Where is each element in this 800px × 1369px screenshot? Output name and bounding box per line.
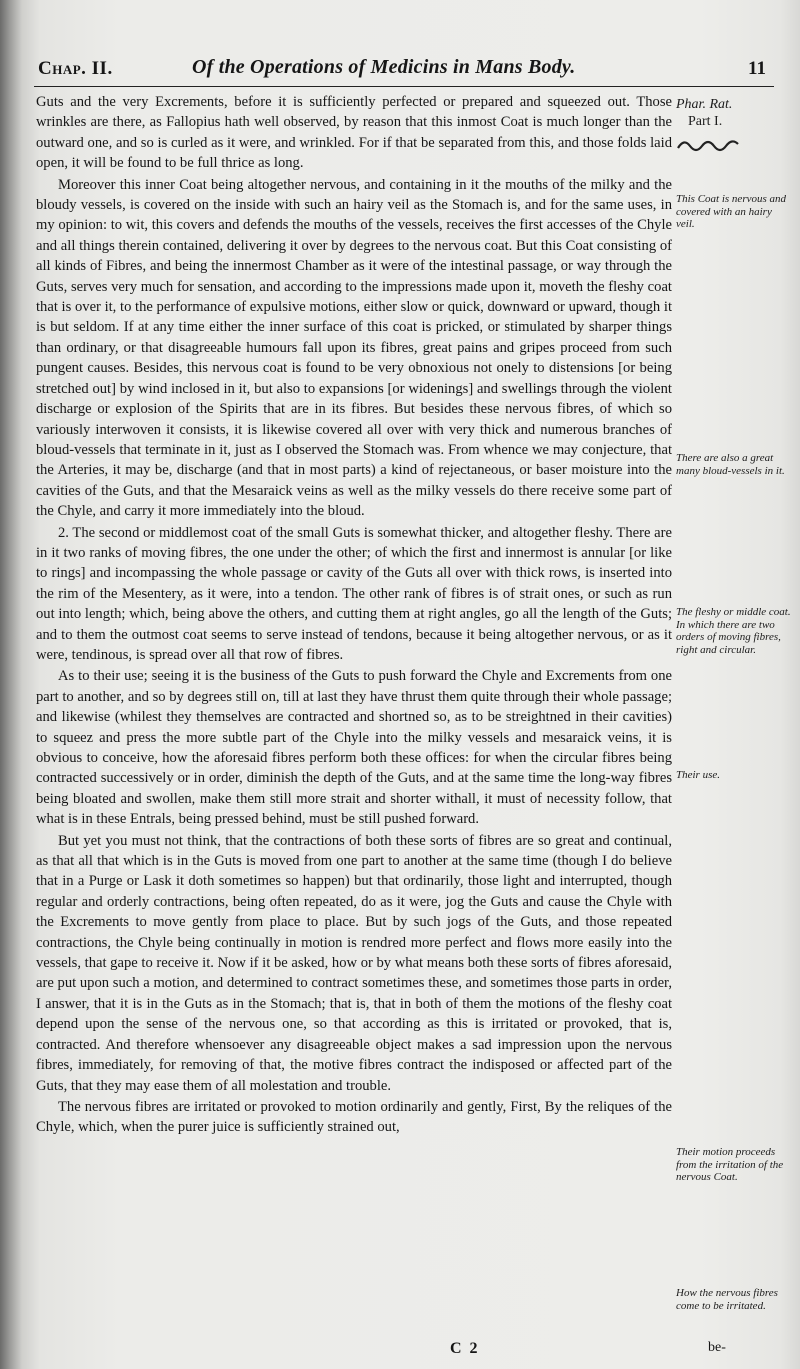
paragraph: But yet you must not think, that the contractions of both these sorts of fibres are so great and continual, as that all that which is in the Guts is moved from one part to another at the same time (though I do believe that in a Purge or Lask it doth sometimes so happen) but that ordinarily, those light and interrupted, though regular and orderly contractions, being often repeated, do as it were, jog the Guts and cause the Chyle with the Excrements to move gently from place to place. But by such jogs of the Guts, and those repeated contractions, the Chyle being continually in motion is rendred more perfect and flows more easily into the vessels, that gape to receive it. Now if it be asked, how or by what means both these sorts of fibres aforesaid, are put upon such a motion, and determined to contract sometimes these, and sometimes those parts in order, I answer, that it is in the Guts as in the Stomach; that is, that in both of them the motions of the fleshy coat depend upon the sense of the nervous one, so that according as this is irritated or provoked, that is, contracted. And therefore whensoever any disagreeable object makes a sad impression upon the nervous fibres, immediately, for removing of that, the motive fibres contract the indisposed or affected part of the Guts, that they may ease them of all molestation and trouble. bbox=[36, 832, 672, 1094]
margin-part-label: Part I. bbox=[688, 114, 723, 129]
page-footer bbox=[0, 1340, 800, 1364]
paragraph: The nervous fibres are irritated or provoked to motion ordinarily and gently, First, By the reliques of the Chyle, which, when the purer juice is sufficiently strained out, bbox=[36, 1098, 672, 1136]
wavy-ornament-icon bbox=[676, 136, 740, 154]
margin-note-3: The fleshy or middle coat. In which there are two orders of moving fibres, right and circular. bbox=[676, 606, 791, 656]
paragraph: 2. The second or middlemost coat of the small Guts is somewhat thicker, and altogether fleshy. There are in it two ranks of moving fibres, the one under the other; of which the first and innermost is annular [or like to rings] and incompassing the whole passage or cavity of the Guts all over with thick rows, is inserted into the rim of the Mesentery, as it were, into a tendon. The other rank of fibres is of strait ones, or such as run out into length; which, being above the others, and cutting them at right angles, go all the length of the Guts; and to them the outmost coat seems to serve instead of tendons, because it being altogether nervous, or as it were, tendinous, is spread over all that row of fibres. bbox=[36, 524, 672, 663]
main-text bbox=[36, 92, 672, 1138]
margin-running-title-block bbox=[676, 96, 792, 158]
paragraph: Moreover this inner Coat being altogether nervous, and containing in it the mouths of the milky and the bloudy vessels, is covered on the inside with such an hairy veil as the Stomach is, and for the same uses, in my opinion: to wit, this covers and defends the mouths of the vessels, receives the first accesses of the Chyle and all things therein contained, delivering it over by degrees to the nervous coat. But this Coat consisting of all kinds of Fibres, and being the innermost Chamber as it were of the intestinal passage, or way through the Guts, serves very much for sensation, and according to the impressions made upon it, moveth the fleshy coat that is over it, to the performance of expulsive motions, either slow or quick, downward or upward, though it is but seldom. If at any time either the inner surface of this coat is pricked, or stimulated by sharper things than ordinary, or that disagreeable humours fall upon its fibres, great pains and gripes proceed from such pungent causes. Besides, this nervous coat is found to be very obnoxious not onely to distensions [or being stretched out] by wind inclosed in it, but also to expansions [or widenings] and swellings through the violent discharge or explosion of the Spirits that are in its fibres. But besides these nervous fibres, of which so variously interwoven it consists, it is likewise covered all over with very thick and numerous branches of bloud-vessels that terminate in it, just as I observed the Stomach was. From whence we may conjecture, that the Arteries, it may be, discharge (and that in most parts) a kind of rejectaneous, or baser moisture into the cavities of the Guts, and that the Mesaraick veins as well as the milky vessels do there receive some part of the Chyle, and carry it more immediately into the bloud. bbox=[36, 176, 672, 520]
paragraph: Guts and the very Excrements, before it is sufficiently perfected or prepared and squeezed out. Those wrinkles are there, as Fallopius hath well observed, by reason that this inmost Coat is much longer than the outward one, and so is curled as it were, and wrinkled. For if that be separated from this, and those folds laid open, it will be found to be full thrice as long. bbox=[36, 94, 672, 172]
catchword: be- bbox=[708, 1340, 726, 1355]
margin-note-1: This Coat is nervous and covered with an hairy veil. bbox=[676, 193, 787, 230]
margin-note-6: How the nervous fibres come to be irritated. bbox=[676, 1287, 778, 1312]
margin-running-title: Phar. Rat. bbox=[676, 97, 733, 112]
margin-note-2: There are also a great many bloud-vessels in it. bbox=[676, 452, 785, 477]
page-number: 11 bbox=[748, 58, 766, 79]
page-title: Of the Operations of Medicins in Mans Body. bbox=[192, 56, 576, 78]
chapter-label: Chap. II. bbox=[38, 58, 113, 79]
running-header bbox=[34, 50, 774, 87]
paragraph: As to their use; seeing it is the business of the Guts to push forward the Chyle and Excrements from one part to another, and so by degrees still on, till at last they have thrust them quite through their whole passage; and likewise (whilest they themselves are contracted and shortned so, as to be streightned in their cavities) to squeez and press the more subtle part of the Chyle into the milky vessels and mesaraick veins, it is obvious to conceive, how the aforesaid fibres perform both these offices: for when the circular fibres being contracted successively or in order, diminish the depth of the Guts, and at the same time the long-way fibres being bloated and swollen, make them still more strait and shorter withall, it must of necessity follow, that what is in these Entrals, being pressed behind, must be still pushed forward. bbox=[36, 668, 672, 828]
signature-mark: C 2 bbox=[450, 1340, 480, 1357]
margin-note-4: Their use. bbox=[676, 769, 720, 781]
margin-note-5: Their motion proceeds from the irritation of the nervous Coat. bbox=[676, 1146, 784, 1183]
